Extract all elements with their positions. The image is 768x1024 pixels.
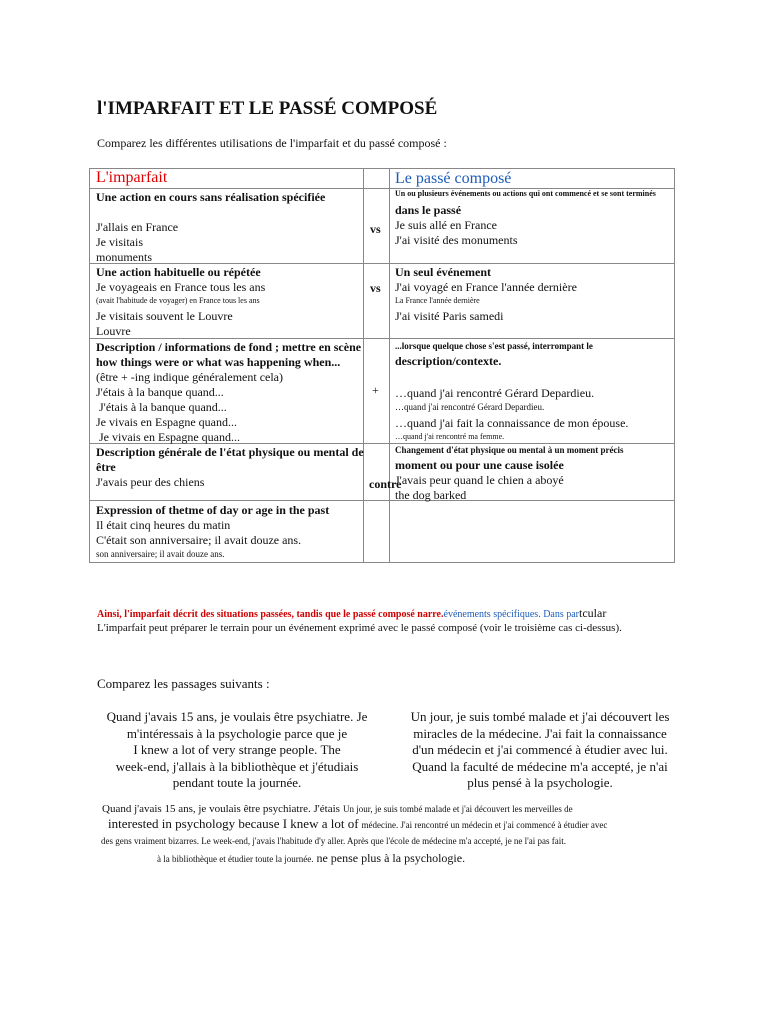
comparison-table (89, 168, 675, 562)
compare-title: Comparez les passages suivants : (97, 676, 270, 691)
row3-plus: + (372, 383, 379, 397)
mixed-line2: interested in psychology because I knew a lot of médecine. J'ai rencontré un médecin et j'ai commencé à étudier avec (108, 816, 608, 831)
conclusion-line1: Ainsi, l'imparfait décrit des situations passées, tandis que le passé composé narre.événements spécifiques. Dans partcular (97, 606, 607, 620)
mixed-line1: Quand j'avais 15 ans, je voulais être psychiatre. J'étais Un jour, je suis tombé malade et j'ai découvert les merveilles de (102, 803, 573, 815)
passage-right: Un jour, je suis tombé malade et j'ai découvert les miracles de la médecine. J'ai fait la connaissance d'un médecin et j'ai commencé à étudier avec lui. Quand la faculté de médecine m'a accepté, je n'ai plus pensé à la psychologie. (410, 709, 670, 790)
row2-vs: vs (370, 281, 381, 295)
passage-left: Quand j'avais 15 ans, je voulais être psychiatre. Je m'intéressais à la psychologie parce que je I knew a lot of very strange people. The week-end, j'allais à la bibliothèque et j'étudiais pendant toute la journée. (106, 709, 368, 790)
conclusion-line2: L'imparfait peut préparer le terrain pour un événement exprimé avec le passé composé (voir le troisième cas ci-dessus). (97, 622, 622, 634)
mixed-line4: à la bibliothèque et étudier toute la journée. ne pense plus à la psychologie. (157, 851, 466, 865)
row4-contre: contre (369, 477, 402, 491)
row3-right: ...lorsque quelque chose s'est passé, interrompant le description/contexte. …quand j'ai rencontré Gérard Depardieu. …quand j'ai rencontré Gérard Depardieu. …quand j'ai fait la connaissance de mon épouse. …quand j'ai rencontré ma femme. (395, 341, 629, 441)
row4-right: Changement d'état physique ou mental à un moment précis moment ou pour une cause isolée J'avais peur quand le chien a aboyé the dog barked (395, 445, 624, 502)
row3-left: Description / informations de fond ; mettre en scène how things were or what was happening when... (être + -ing indique généralement cela) J'étais à la banque quand... J'étais à la banque quand... Je vivais en Espagne quand... Je vivais en Espagne quand... (96, 340, 362, 444)
mixed-line3: des gens vraiment bizarres. Le week-end, j'avais l'habitude d'y aller. Après que l'école de médecine m'a accepté, je ne l'ai pas fait. (101, 836, 567, 846)
row5-left: Expression of thetme of day or age in the past Il était cinq heures du matin C'était son anniversaire; il avait douze ans. son anniversaire; il avait douze ans. (96, 503, 330, 559)
header-imparfait: L'imparfait (96, 169, 168, 186)
row1-right: Un ou plusieurs événements ou actions qui ont commencé et se sont terminés dans le passé Je suis allé en France J'ai visité des monuments (395, 189, 656, 247)
row4-left: Description générale de l'état physique ou mental de être J'avais peur des chiens (96, 445, 364, 489)
row2-right: Un seul événement J'ai voyagé en France l'année dernière La France l'année dernière J'ai visité Paris samedi (395, 265, 577, 323)
header-passe-compose: Le passé composé (395, 170, 512, 187)
row1-left: Une action en cours sans réalisation spécifiée J'allais en France Je visitais monuments (96, 190, 326, 264)
page-title: l'IMPARFAIT ET LE PASSÉ COMPOSÉ (97, 98, 438, 119)
row1-vs: vs (370, 222, 381, 236)
intro-text: Comparez les différentes utilisations de l'imparfait et du passé composé : (97, 136, 447, 150)
row2-left: Une action habituelle ou répétée Je voyageais en France tous les ans (avait l'habitude de voyager) en France tous les ans Je visitais souvent le Louvre Louvre (96, 265, 266, 338)
